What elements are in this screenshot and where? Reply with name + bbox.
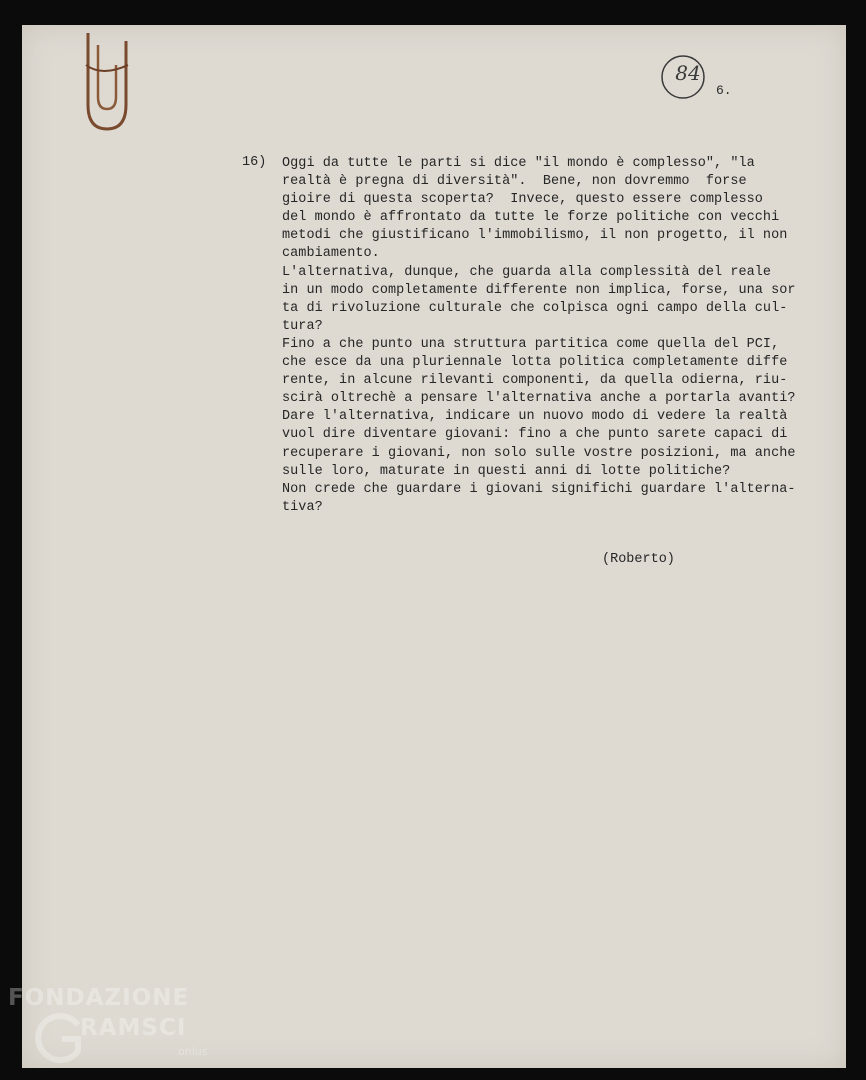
text-line: che esce da una pluriennale lotta politica completamente diffe [282,355,788,371]
text-line: gioire di questa scoperta? Invece, questo essere complesso [282,192,763,208]
watermark-line-2: RAMSCI [80,1015,187,1041]
text-line: rente, in alcune rilevanti componenti, da quella odierna, riu- [282,373,788,389]
text-line: Dare l'alternativa, indicare un nuovo modo di vedere la realtà [282,409,788,425]
fondazione-gramsci-watermark [8,985,228,1075]
text-line: tiva? [282,499,323,515]
text-line: del mondo è affrontato da tutte le forze politiche con vecchi [282,210,780,226]
text-line: realtà è pregna di diversità". Bene, non dovremmo forse [282,174,747,190]
circled-page-number: 84 [675,61,701,85]
text-line: Oggi da tutte le parti si dice "il mondo è complesso", "la [282,156,755,171]
gramsci-g-logo-icon [34,1009,84,1065]
item-number: 16) [242,155,267,170]
text-line: ta di rivoluzione culturale che colpisca ogni campo della cul- [282,300,788,316]
watermark-line-3: onlus [178,1045,208,1058]
text-line: vuol dire diventare giovani: fino a che punto sarete capaci di [282,427,788,443]
document-page [22,25,846,1068]
text-line: L'alternativa, dunque, che guarda alla complessità del reale [282,264,772,280]
text-line: cambiamento. [282,246,380,262]
text-line: metodi che giustificano l'immobilismo, il non progetto, il non [282,228,788,244]
text-line: recuperare i giovani, non solo sulle vostre posizioni, ma anche [282,445,796,461]
text-line: Fino a che punto una struttura partitica come quella del PCI, [282,336,780,352]
watermark-line-1: FONDAZIONE [8,985,190,1011]
paperclip-icon [82,25,142,135]
signature: (Roberto) [602,552,675,567]
body-text [282,155,802,517]
text-line: in un modo completamente differente non implica, forse, una sor [282,282,796,298]
page-number: 6. [716,83,732,98]
text-line: Non crede che guardare i giovani significhi guardare l'alterna- [282,481,796,497]
text-line: sulle loro, maturate in questi anni di lotte politiche? [282,463,731,479]
text-line: tura? [282,318,323,334]
text-line: scirà oltrechè a pensare l'alternativa anche a portarla avanti? [282,391,796,407]
